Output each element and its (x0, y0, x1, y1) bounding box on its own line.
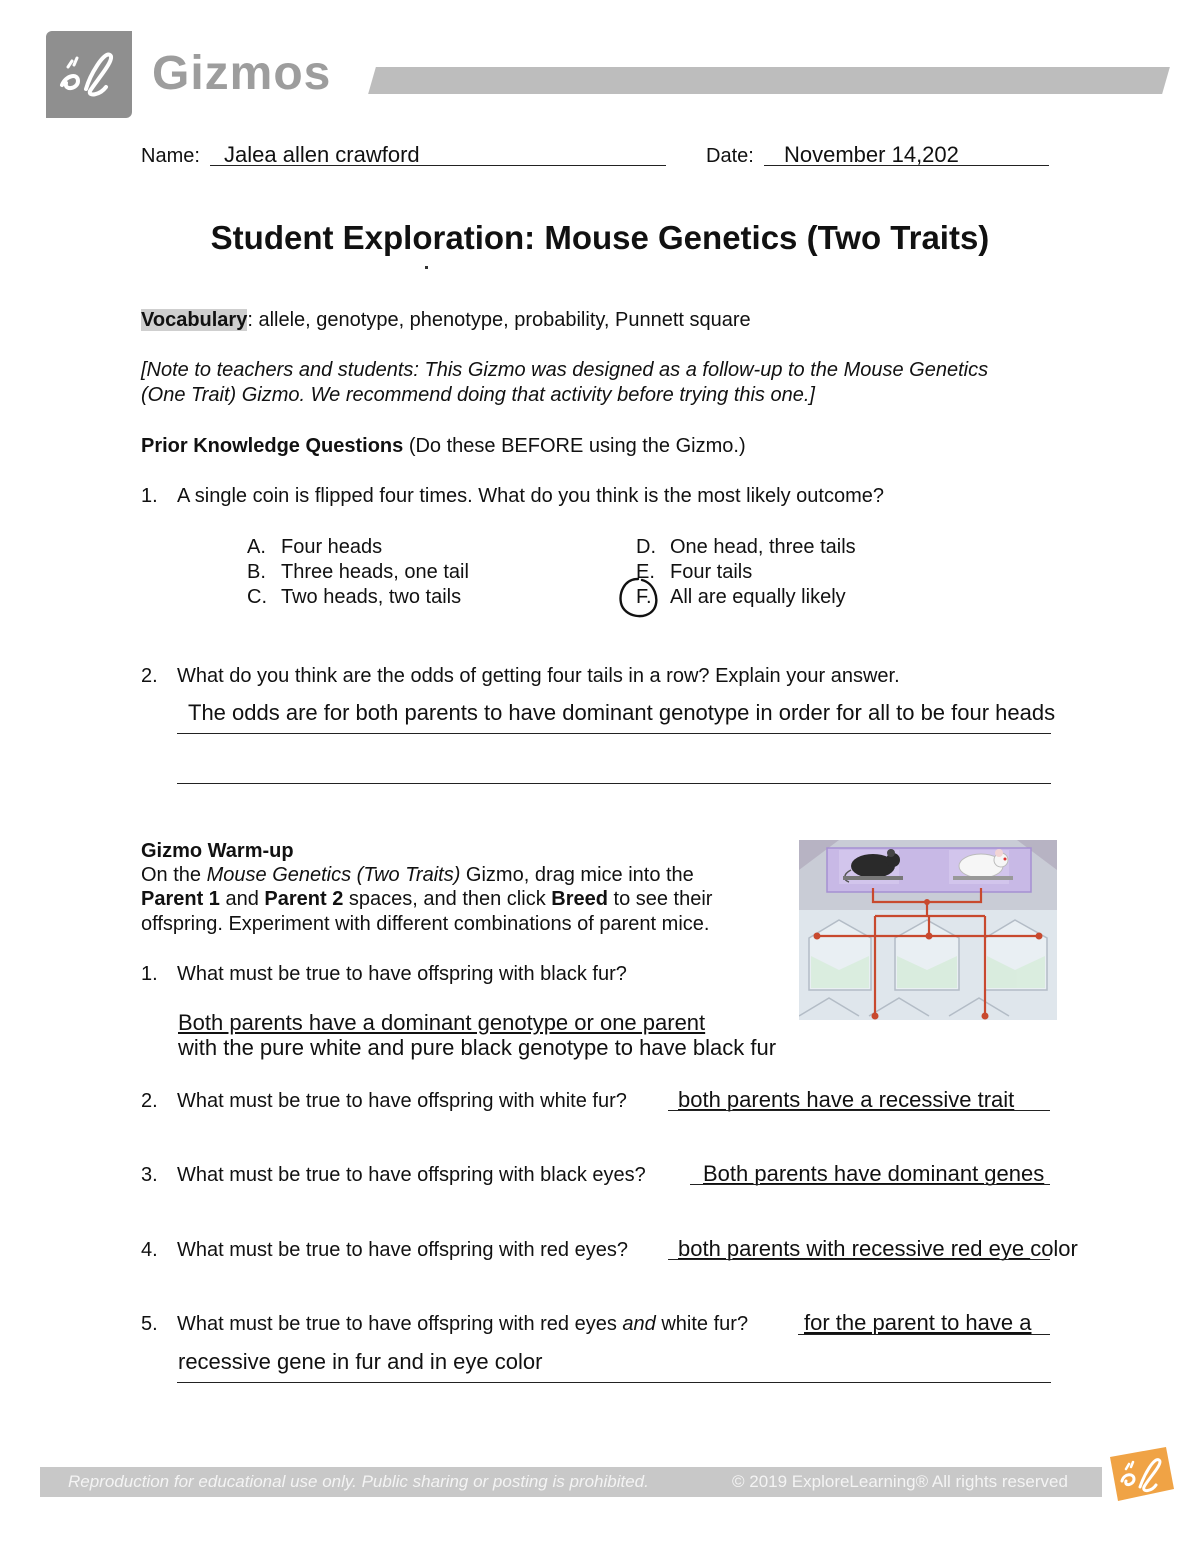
wu-q5-answer-line-1[interactable]: for the parent to have a (804, 1310, 1032, 1335)
note-line-1: [Note to teachers and students: This Gizmo was designed as a follow-up to the Mouse Genetics (141, 359, 989, 381)
pk-q1-number: 1. (141, 485, 158, 507)
answer-line (690, 1184, 1050, 1185)
answer-circle-mark (616, 575, 660, 623)
vocabulary-line (141, 308, 751, 332)
note-line-2: (One Trait) Gizmo. We recommend doing that activity before trying this one.] (141, 384, 815, 406)
warmup-intro-line-1: On the Mouse Genetics (Two Traits) Gizmo, drag mice into the (141, 864, 694, 886)
answer-line (177, 783, 1051, 784)
wu-q5-answer-line-2[interactable]: recessive gene in fur and in eye color (178, 1349, 543, 1374)
explorelearning-logo-icon (1104, 1445, 1176, 1502)
wu-q1-answer-line-1[interactable]: Both parents have a dominant genotype or one parent (178, 1010, 706, 1035)
date-value[interactable]: November 14,202 (784, 142, 959, 167)
warmup-intro-line-2: Parent 1 and Parent 2 spaces, and then click Breed to see their (141, 888, 713, 910)
pk-q2-answer[interactable]: The odds are for both parents to have dominant genotype in order for all to be four heads (188, 700, 1056, 725)
page-title: Student Exploration: Mouse Genetics (Two Traits) (210, 219, 990, 256)
brand-name: Gizmos (152, 47, 332, 100)
choice-b[interactable]: B. Three heads, one tail (247, 561, 469, 583)
wu-q4-text: What must be true to have offspring with red eyes? (177, 1239, 628, 1261)
prior-knowledge-heading (141, 434, 746, 458)
date-label: Date: (706, 145, 754, 167)
wu-q1-number: 1. (141, 963, 158, 985)
footer-disclaimer: Reproduction for educational use only. Public sharing or posting is prohibited. (68, 1472, 649, 1491)
choice-f[interactable]: F. All are equally likely (636, 586, 846, 608)
wu-q5-number: 5. (141, 1313, 158, 1335)
stray-dot (425, 266, 428, 269)
name-line (210, 165, 666, 166)
vocabulary-label: Vocabulary (141, 309, 248, 331)
choice-a[interactable]: A. Four heads (247, 536, 383, 558)
wu-q3-number: 3. (141, 1164, 158, 1186)
prior-knowledge-title: Prior Knowledge Questions (141, 435, 404, 457)
wu-q1-answer-line-2[interactable]: with the pure white and pure black genotype to have black fur (178, 1035, 777, 1060)
answer-line (668, 1110, 1050, 1111)
warmup-intro-line-3: offspring. Experiment with different combinations of parent mice. (141, 913, 710, 935)
choice-c[interactable]: C. Two heads, two tails (247, 586, 462, 608)
wu-q3-text: What must be true to have offspring with black eyes? (177, 1164, 646, 1186)
answer-line (177, 1382, 1051, 1383)
mouse-breeding-illustration (799, 840, 1057, 1020)
answer-line (177, 733, 1051, 734)
gizmos-logo (46, 31, 132, 118)
choice-e[interactable]: E. Four tails (636, 561, 753, 583)
wu-q5-text: What must be true to have offspring with red eyes and white fur? (177, 1313, 749, 1335)
wu-q1-text: What must be true to have offspring with black fur? (177, 963, 627, 985)
choice-d[interactable]: D. One head, three tails (636, 536, 856, 558)
wu-q2-number: 2. (141, 1090, 158, 1112)
footer-copyright: © 2019 ExploreLearning® All rights reserved (732, 1472, 1068, 1491)
name-label: Name: (141, 145, 200, 167)
date-line (764, 165, 1049, 166)
answer-line (668, 1259, 1050, 1260)
warmup-heading: Gizmo Warm-up (141, 840, 294, 862)
name-value[interactable]: Jalea allen crawford (224, 142, 420, 167)
pk-q1-text: A single coin is flipped four times. What do you think is the most likely outcome? (177, 485, 885, 507)
el-script-logo-icon (56, 45, 122, 105)
wu-q4-number: 4. (141, 1239, 158, 1261)
prior-knowledge-note: (Do these BEFORE using the Gizmo.) (403, 435, 746, 457)
wu-q4-answer[interactable]: both parents with recessive red eye color (678, 1236, 1078, 1261)
wu-q3-answer[interactable]: Both parents have dominant genes (703, 1161, 1045, 1186)
pk-q2-text: What do you think are the odds of getting four tails in a row? Explain your answer. (177, 665, 900, 687)
pk-q2-number: 2. (141, 665, 158, 687)
vocabulary-terms: : allele, genotype, phenotype, probability, Punnett square (247, 309, 751, 331)
wu-q2-text: What must be true to have offspring with white fur? (177, 1090, 627, 1112)
wu-q2-answer[interactable]: both parents have a recessive trait (678, 1087, 1015, 1112)
answer-line (798, 1334, 1050, 1335)
header-bar (368, 67, 1170, 94)
